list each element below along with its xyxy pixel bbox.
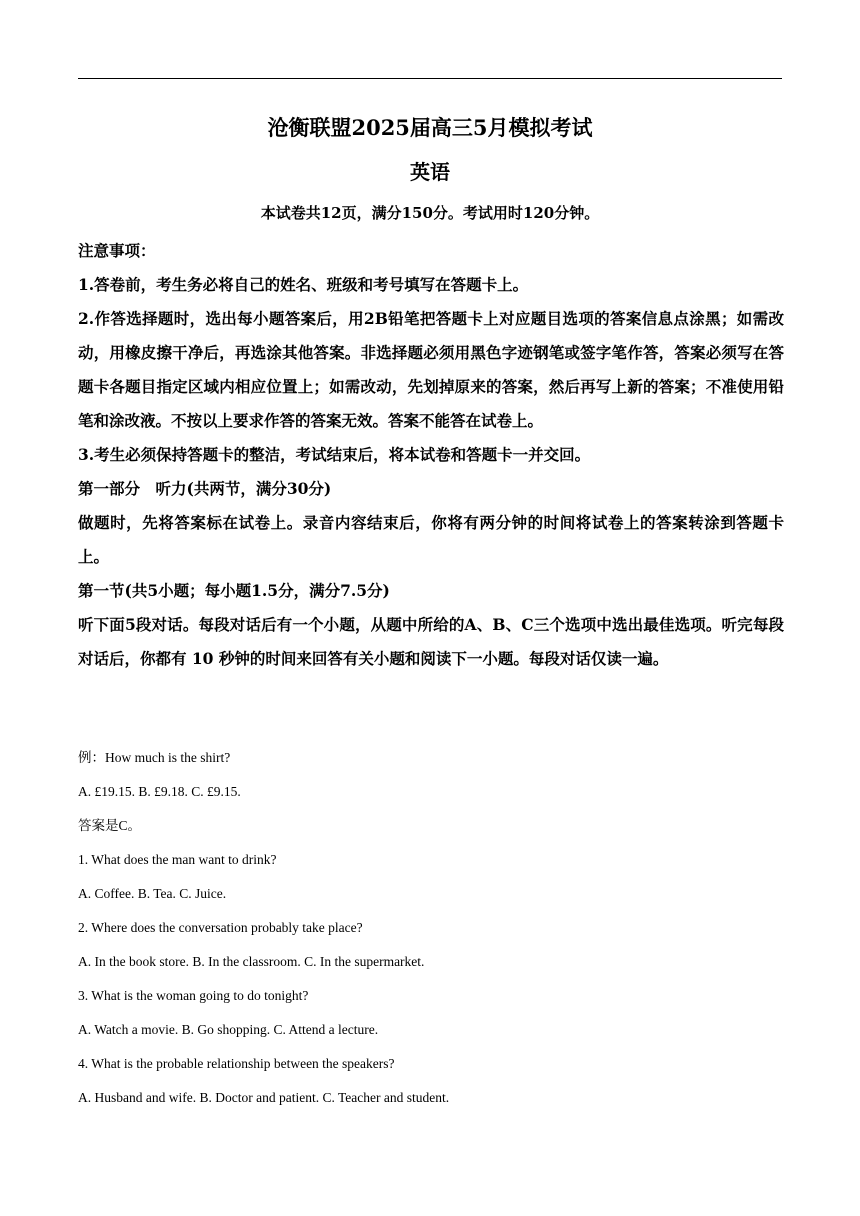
part1-instruction: 做题时，先将答案标在试卷上。录音内容结束后，你将有两分钟的时间将试卷上的答案转涂到答题卡上。	[78, 513, 784, 566]
exam-subject: 英语	[410, 160, 450, 184]
notice-item: 3.考生必须保持答题卡的整洁，考试结束后，将本试卷和答题卡一并交回。	[78, 445, 591, 464]
question-options: A. In the book store. B. In the classroom. C. In the supermarket.	[78, 954, 425, 969]
question-text: 3. What is the woman going to do tonight?	[78, 988, 309, 1003]
question-options: A. Husband and wife. B. Doctor and patient. C. Teacher and student.	[78, 1090, 450, 1105]
header-rule	[78, 78, 782, 79]
question-text: 4. What is the probable relationship between the speakers?	[78, 1056, 395, 1071]
question-options: A. Watch a movie. B. Go shopping. C. Attend a lecture.	[78, 1022, 379, 1037]
section1-heading: 第一节(共5小题；每小题1.5分，满分7.5分)	[78, 581, 390, 600]
example-answer: 答案是C。	[78, 818, 142, 833]
instructions-block	[78, 234, 784, 676]
question-text: 2. Where does the conversation probably take place?	[78, 920, 363, 935]
question-options: A. Coffee. B. Tea. C. Juice.	[78, 886, 227, 901]
notice-item: 2.作答选择题时，选出每小题答案后，用2B铅笔把答题卡上对应题目选项的答案信息点涂黑；如需改动，用橡皮擦干净后，再选涂其他答案。非选择题必须用黑色字迹钢笔或签字笔作答，答案必须写在答题卡各题目指定区域内相应位置上；如需改动，先划掉原来的答案，然后再写上新的答案；不准使用铅笔和涂改液。不按以上要求作答的答案无效。答案不能答在试卷上。	[78, 309, 784, 430]
notice-heading: 注意事项：	[78, 241, 156, 260]
question-text: 1. What does the man want to drink?	[78, 852, 277, 867]
part1-heading: 第一部分 听力(共两节，满分30分)	[78, 479, 332, 498]
example-options: A. £19.15. B. £9.18. C. £9.15.	[78, 784, 241, 799]
exam-title: 沧衡联盟2025届高三5月模拟考试	[267, 115, 593, 140]
section1-instruction: 听下面5段对话。每段对话后有一个小题，从题中所给的A、B、C三个选项中选出最佳选项。听完每段对话后，你都有 10 秒钟的时间来回答有关小题和阅读下一小题。每段对话仅读一遍。	[78, 615, 784, 668]
notice-item: 1.答卷前，考生务必将自己的姓名、班级和考号填写在答题卡上。	[78, 275, 529, 294]
exam-info: 本试卷共12页，满分150分。考试用时120分钟。	[260, 204, 600, 222]
questions-block	[78, 741, 784, 1115]
example-question: 例：How much is the shirt?	[78, 750, 231, 765]
